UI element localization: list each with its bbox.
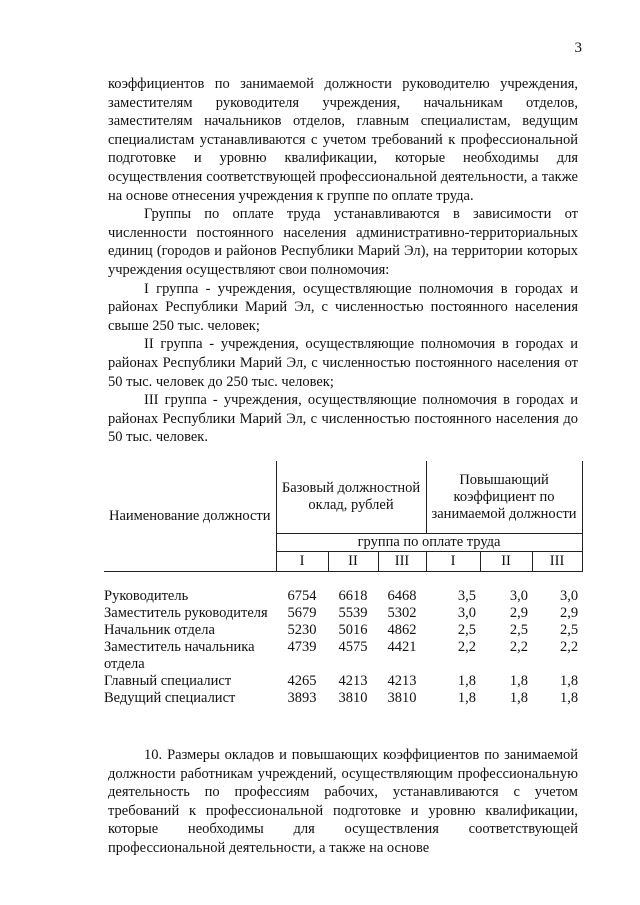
group-header: I (426, 552, 480, 572)
salary-value: 4421 (387, 639, 417, 655)
coefficient-value: 2,9 (559, 605, 579, 621)
coefficient-value: 1,8 (559, 673, 579, 689)
salary-value: 3810 (387, 690, 417, 706)
salary-value: 6618 (338, 588, 368, 604)
paragraph: II группа - учреждения, осуществляющие полномочия в городах и районах Республики Марий Эл, с численностью постоянного населения от 50 тыс. человек до 250 тыс. человек; (108, 336, 578, 390)
salary-value: 3810 (338, 690, 368, 706)
coefficient-value: 2,2 (457, 639, 477, 655)
coefficient-value: 3,0 (509, 588, 529, 604)
coefficient-value: 2,5 (559, 622, 579, 638)
coefficient-value: 1,8 (509, 673, 529, 689)
position-name: Заместитель начальника отдела (104, 639, 255, 672)
coefficient-value: 1,8 (509, 690, 529, 706)
paragraph: I группа - учреждения, осуществляющие полномочия в городах и районах Республики Марий Эл, с численностью постоянного населения свыше 250 тыс. человек; (108, 280, 578, 334)
salary-value: 5539 (338, 605, 368, 621)
salary-value: 5302 (387, 605, 417, 621)
paragraph: коэффициентов по занимаемой должности руководителю учреждения, заместителям руководителя учреждения, начальникам отделов, заместителям начальников отделов, главным специалистам, ведущим специалистам устанавливаются с учетом требований к профессиональной подготовке и уровню квалификации, которые необходимы для осуществления соответствующей профессиональной деятельности, а также на основе отнесения учреждения к группе по оплате труда. (108, 76, 578, 204)
position-name: Руководитель (104, 588, 189, 604)
table-row (104, 588, 582, 605)
coefficient-value: 3,0 (559, 588, 579, 604)
salary-value: 4862 (387, 622, 417, 638)
table-row (104, 639, 582, 673)
paragraph: 10. Размеры окладов и повышающих коэффициентов по занимаемой должности работникам учреждений, осуществляющим профессиональную деятельность по профессиям рабочих, устанавливаются с учетом требований к профессиональной подготовке и уровню квалификации, которые необходимы для осуществления соответствующей профессиональной деятельности, а также на основе (108, 747, 578, 856)
coefficient-value: 2,9 (509, 605, 529, 621)
coefficient-value: 1,8 (457, 690, 477, 706)
body-text-bottom (108, 746, 578, 858)
position-name: Заместитель руководителя (104, 605, 268, 621)
position-name: Начальник отдела (104, 622, 215, 638)
coefficient-value: 1,8 (457, 673, 477, 689)
group-header: I (276, 552, 328, 572)
body-text-top (108, 75, 578, 447)
pay-group-header: группа по оплате труда (276, 534, 582, 552)
page-number: 3 (574, 40, 582, 56)
salary-value: 4213 (387, 673, 417, 689)
salary-value: 3893 (287, 690, 317, 706)
coefficient-value: 1,8 (559, 690, 579, 706)
coefficient-value: 3,5 (457, 588, 477, 604)
coefficient-value: 2,5 (457, 622, 477, 638)
position-name: Ведущий специалист (104, 690, 236, 706)
salary-value: 6754 (287, 588, 317, 604)
position-column-header: Наименование должности (104, 461, 276, 572)
table-row (104, 605, 582, 622)
salary-value: 5230 (287, 622, 317, 638)
coefficient-value: 2,5 (509, 622, 529, 638)
salary-column-header: Базовый должностной оклад, рублей (276, 461, 426, 534)
salary-value: 4739 (287, 639, 317, 655)
group-header: II (480, 552, 532, 572)
table-row (104, 690, 582, 707)
group-header: III (378, 552, 426, 572)
group-header: II (328, 552, 378, 572)
salary-value: 5679 (287, 605, 317, 621)
salary-value: 4575 (338, 639, 368, 655)
salary-value: 4213 (338, 673, 368, 689)
coefficient-column-header: Повышающий коэффициент по занимаемой должности (426, 461, 582, 534)
salary-value: 4265 (287, 673, 317, 689)
coefficient-value: 3,0 (457, 605, 477, 621)
coefficient-value: 2,2 (559, 639, 579, 655)
salary-value: 5016 (338, 622, 368, 638)
salary-value: 6468 (387, 588, 417, 604)
position-name: Главный специалист (104, 673, 232, 689)
group-header: III (532, 552, 582, 572)
table-row (104, 622, 582, 639)
paragraph: Группы по оплате труда устанавливаются в зависимости от численности постоянного населения административно-территориальных единиц (городов и районов Республики Марий Эл), на территории которых учреждения осуществляют свои полномочия: (108, 206, 578, 278)
coefficient-value: 2,2 (509, 639, 529, 655)
salary-table (104, 461, 583, 707)
paragraph: III группа - учреждения, осуществляющие полномочия в городах и районах Республики Марий Эл, с численностью постоянного населения до 50 тыс. человек. (108, 392, 578, 446)
table-row (104, 673, 582, 690)
